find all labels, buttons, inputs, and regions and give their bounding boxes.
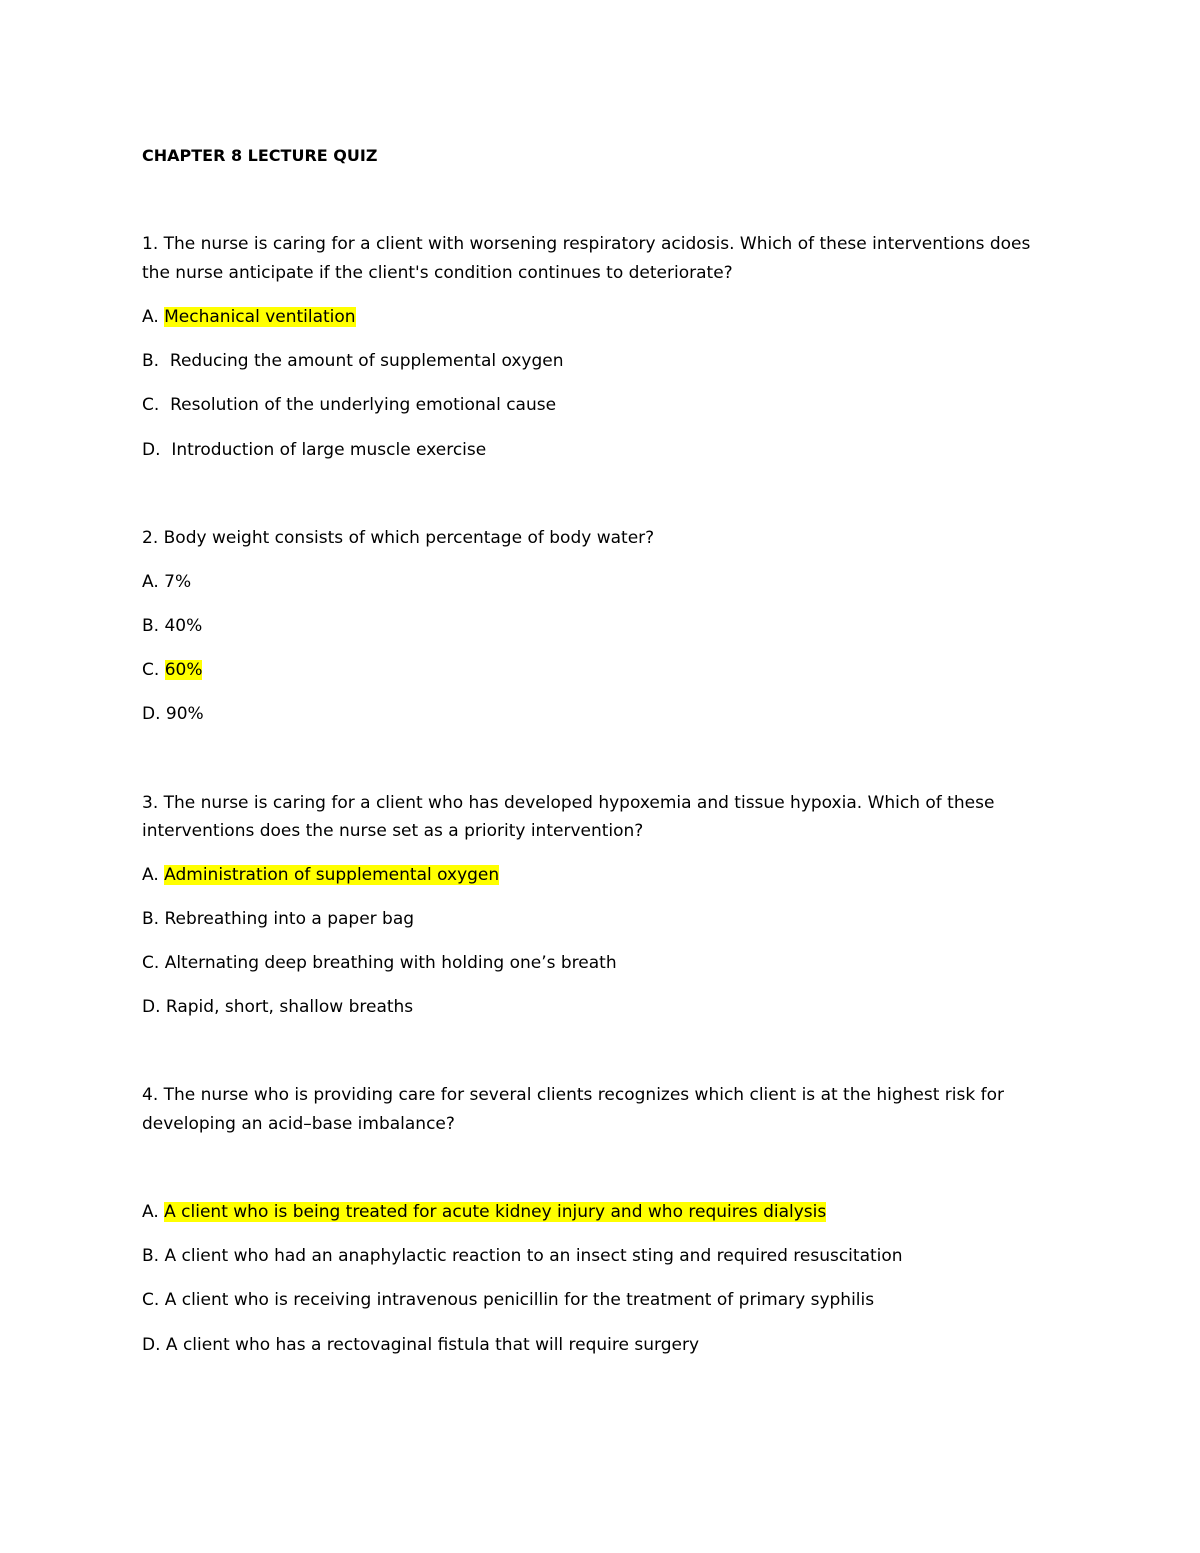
option-letter: D. bbox=[142, 704, 161, 724]
question-4-stem-line-1 bbox=[142, 1084, 1004, 1106]
option-letter: B. bbox=[142, 1246, 160, 1266]
question-number: 2. bbox=[142, 528, 159, 548]
question-1-option-d bbox=[142, 439, 486, 461]
option-letter: A. bbox=[142, 1202, 159, 1222]
page-title: CHAPTER 8 LECTURE QUIZ bbox=[142, 146, 378, 165]
option-letter: C. bbox=[142, 953, 160, 973]
question-text: The nurse who is providing care for several clients recognizes which client is at the highest risk for bbox=[163, 1085, 1004, 1105]
option-letter: D. bbox=[142, 440, 161, 460]
option-text-highlighted: A client who is being treated for acute kidney injury and who requires dialysis bbox=[164, 1202, 827, 1222]
option-text: Introduction of large muscle exercise bbox=[171, 440, 487, 460]
question-4-option-d bbox=[142, 1334, 699, 1356]
option-text-highlighted: Mechanical ventilation bbox=[164, 307, 356, 327]
question-3-stem-line-2: interventions does the nurse set as a priority intervention? bbox=[142, 821, 644, 841]
question-number: 3. bbox=[142, 793, 159, 813]
option-text: Rapid, short, shallow breaths bbox=[165, 997, 414, 1017]
question-1-option-a bbox=[142, 306, 356, 328]
question-1-option-b bbox=[142, 350, 564, 372]
option-text: Reducing the amount of supplemental oxygen bbox=[169, 351, 564, 371]
option-text: A client who has a rectovaginal fistula that will require surgery bbox=[165, 1335, 700, 1355]
option-letter: D. bbox=[142, 1335, 161, 1355]
question-text: The nurse is caring for a client with worsening respiratory acidosis. Which of these interventions does bbox=[163, 234, 1031, 254]
question-4-option-c bbox=[142, 1289, 874, 1311]
option-letter: C. bbox=[142, 395, 160, 415]
question-number: 1. bbox=[142, 234, 159, 254]
question-3-option-b bbox=[142, 908, 414, 930]
question-text: The nurse is caring for a client who has developed hypoxemia and tissue hypoxia. Which of these bbox=[163, 793, 995, 813]
question-number: 4. bbox=[142, 1085, 159, 1105]
option-text: 90% bbox=[165, 704, 204, 724]
question-3-option-c bbox=[142, 952, 617, 974]
option-text: Alternating deep breathing with holding one’s breath bbox=[164, 953, 617, 973]
option-text: Resolution of the underlying emotional cause bbox=[170, 395, 557, 415]
option-letter: B. bbox=[142, 616, 160, 636]
option-text: 7% bbox=[164, 572, 192, 592]
question-1-stem-line-2: the nurse anticipate if the client's condition continues to deteriorate? bbox=[142, 263, 733, 283]
option-letter: A. bbox=[142, 307, 159, 327]
option-text: 40% bbox=[164, 616, 203, 636]
option-letter: A. bbox=[142, 865, 159, 885]
question-4-stem-line-2: developing an acid–base imbalance? bbox=[142, 1114, 455, 1134]
question-3-option-a bbox=[142, 864, 499, 886]
option-letter: A. bbox=[142, 572, 159, 592]
question-1-stem-line-1 bbox=[142, 233, 1030, 255]
option-letter: C. bbox=[142, 1290, 160, 1310]
question-2-option-b bbox=[142, 615, 202, 637]
question-3-option-d bbox=[142, 996, 413, 1018]
question-2-stem-line-1 bbox=[142, 527, 654, 549]
question-2-option-d bbox=[142, 703, 204, 725]
option-text-highlighted: Administration of supplemental oxygen bbox=[164, 865, 500, 885]
option-text: Rebreathing into a paper bag bbox=[164, 909, 415, 929]
option-text-highlighted: 60% bbox=[164, 660, 203, 680]
option-letter: B. bbox=[142, 909, 160, 929]
question-2-option-c bbox=[142, 659, 202, 681]
question-3-stem-line-1 bbox=[142, 792, 994, 814]
question-4-option-b bbox=[142, 1245, 903, 1267]
question-text: Body weight consists of which percentage of body water? bbox=[163, 528, 655, 548]
question-2-option-a bbox=[142, 571, 191, 593]
option-letter: D. bbox=[142, 997, 161, 1017]
option-text: A client who is receiving intravenous penicillin for the treatment of primary syphilis bbox=[164, 1290, 875, 1310]
option-letter: B. bbox=[142, 351, 160, 371]
option-letter: C. bbox=[142, 660, 160, 680]
question-4-option-a bbox=[142, 1201, 826, 1223]
question-1-option-c bbox=[142, 394, 556, 416]
option-text: A client who had an anaphylactic reaction to an insect sting and required resuscitation bbox=[164, 1246, 903, 1266]
